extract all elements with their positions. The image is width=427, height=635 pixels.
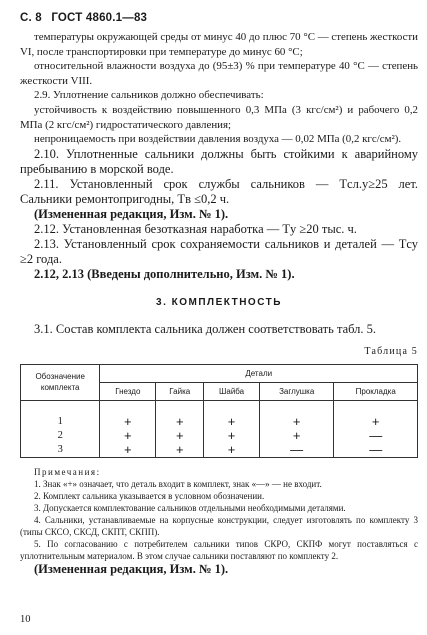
table-cell: — [334,429,418,443]
paragraph: непроницаемость при воздействии давления воздуха — 0,02 МПа (0,2 кгс/см²). [34,133,402,146]
paragraph: 3.1. Состав комплекта сальника должен соответствовать табл. 5. [34,322,377,337]
page-number: 10 [20,614,31,625]
table-header-cell: Гнездо [100,382,156,400]
note-item: 2. Комплект сальника указывается в условном обозначении. [34,490,265,501]
note-item: 3. Допускается комплектование сальников отдельными необходимыми деталями. [34,502,346,513]
document-body [20,30,418,577]
table-header-cell: Гайка [156,382,204,400]
paragraph: устойчивость к воздействию повышенного 0,3 МПа (3 кгс/см²) и рабочего 0,2 МПа (2 кгс/см²) гидростатического давления; [20,103,418,131]
table-cell: + [100,415,156,429]
amendment-note: (Измененная редакция, Изм. № 1). [34,206,229,221]
paragraph: относительной влажности воздуха до (95±3) % при температуре 40 °C — степень жесткости VIII. [20,60,418,87]
table-cell: + [334,415,418,429]
table-cell: + [204,429,260,443]
table-row [21,443,418,458]
paragraph: 2.12. Установленная безотказная наработка — Tу ≥20 тыс. ч. [34,221,357,236]
table-cell: + [100,429,156,443]
table-cell: + [156,443,204,458]
kit-table [20,364,418,458]
table-header-cell: Шайба [204,382,260,400]
note-item: 5. По согласованию с потребителем сальники типов СКРО, СКПФ могут поставляться с уплотнительным материалом. В этом случае сальники поставляют по комплекту 2. [20,538,418,561]
table-cell: + [259,429,333,443]
table-header-designation: Обозначение комплекта [21,364,100,400]
table-cell: + [156,415,204,429]
note-item: 1. Знак «+» означает, что деталь входит в комплект, знак «—» — не входит. [34,478,322,489]
page-header [20,12,147,24]
table-cell: + [204,443,260,458]
amendment-note: 2.12, 2.13 (Введены дополнительно, Изм. № 1). [34,266,295,281]
table-cell: 1 [21,415,100,429]
section-title: 3. КОМПЛЕКТНОСТЬ [156,296,282,308]
table-cell: + [259,415,333,429]
paragraph: температуры окружающей среды от минус 40 до плюс 70 °C — степень жесткости VI, после транспортировки при температуре до минус 60 °C; [20,31,418,58]
notes-heading: Примечания: [34,466,101,477]
table-caption: Таблица 5 [364,346,418,358]
header-number: 4860.1—83 [85,12,148,24]
table-cell: + [156,429,204,443]
table-row [21,429,418,443]
header-standard: ГОСТ [51,12,83,24]
table-cell: + [204,415,260,429]
paragraph: 2.13. Установленный срок сохраняемости сальников и деталей — Tсу ≥2 года. [20,236,418,266]
paragraph: 2.9. Уплотнение сальников должно обеспечивать: [34,89,264,102]
header-page: С. 8 [20,12,42,24]
paragraph: 2.10. Уплотненные сальники должны быть стойкими к аварийному пребыванию в морской воде. [20,146,418,176]
paragraph: 2.11. Установленный срок службы сальников — Tсл.у≥25 лет. Сальники ремонтопригодны, Tв ≤0,2 ч. [20,176,418,206]
table-cell: 2 [21,429,100,443]
table-header-group: Детали [100,364,418,382]
table-row [21,415,418,429]
table-cell: — [259,443,333,458]
table-header-cell: Заглушка [259,382,333,400]
note-item: 4. Сальники, устанавливаемые на корпусные конструкции, следует изготовлять по комплекту 3 (типы СКСО, СКСД, СКПТ, СКПП). [20,514,418,537]
amendment-note: (Измененная редакция, Изм. № 1). [34,561,229,576]
table-cell: 3 [21,443,100,458]
table-cell: — [334,443,418,458]
notes-block [20,466,418,562]
table-header-cell: Прокладка [334,382,418,400]
table-cell: + [100,443,156,458]
